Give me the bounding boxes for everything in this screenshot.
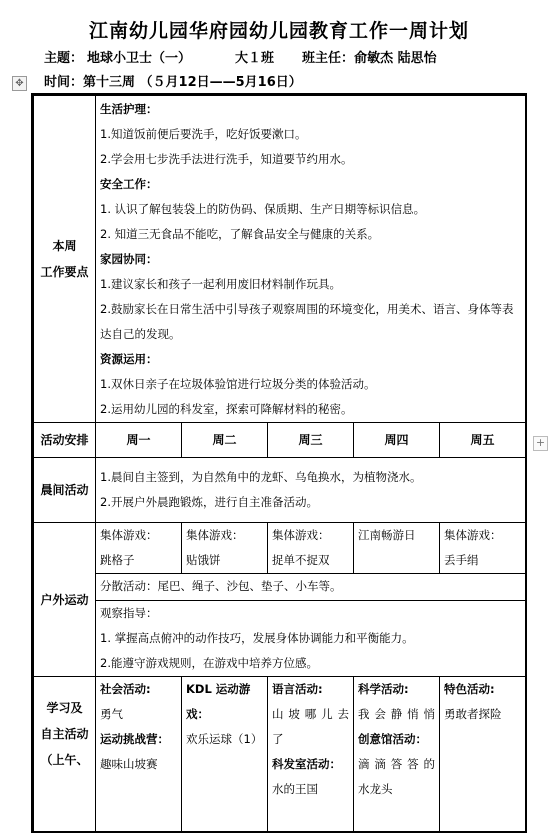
guide-item: 2.能遵守游戏规则，在游戏中培养方位感。: [100, 651, 521, 676]
outdoor-game-line: 集体游戏：: [444, 523, 521, 548]
activity-name: 滴滴答答的: [358, 752, 435, 777]
outdoor-game-line: 集体游戏：: [100, 523, 177, 548]
focus-item: 1. 认识了解包装袋上的防伪码、保质期、生产日期等标识信息。: [100, 197, 521, 222]
activity-heading: 科学活动:: [358, 677, 435, 702]
activity-name: 水的王国: [272, 777, 349, 802]
learning-mon: [96, 677, 182, 833]
move-handle-icon[interactable]: ✥: [12, 76, 27, 91]
add-row-icon[interactable]: +: [533, 436, 548, 451]
day-header-thu: 周四: [354, 423, 440, 458]
outdoor-game-line: 集体游戏：: [272, 523, 349, 548]
meta-line-time: [44, 71, 306, 90]
morning-content: [96, 458, 526, 523]
activity-name: 山坡哪儿去: [272, 702, 349, 727]
time-label: 时间：: [44, 75, 83, 90]
learning-thu: [354, 677, 440, 833]
focus-row: [34, 96, 526, 423]
morning-row: [34, 458, 526, 523]
outdoor-game-wed: [268, 523, 354, 574]
outdoor-game-line: 集体游戏：: [186, 523, 263, 548]
page-title: 江南幼儿园华府园幼儿园教育工作一周计划: [0, 16, 558, 43]
activity-name: 了: [272, 727, 349, 752]
morning-item: 1.晨间自主签到，为自然角中的龙虾、乌龟换水，为植物浇水。: [100, 465, 521, 490]
teacher-value: 俞敏杰 陆思怡: [354, 51, 437, 66]
class-value: 大１班: [235, 51, 274, 66]
outdoor-guide: [96, 601, 526, 677]
activity-heading: KDL 运动游戏：: [186, 677, 263, 727]
schedule-label: 活动安排: [34, 423, 96, 458]
activity-name: 我会静悄悄: [358, 702, 435, 727]
activity-heading: 社会活动:: [100, 677, 177, 702]
focus-heading: 家园协同：: [100, 247, 521, 272]
focus-label-line1: 本周: [34, 233, 95, 259]
focus-item: 2.学会用七步洗手法进行洗手，知道要节约用水。: [100, 147, 521, 172]
focus-content: [96, 96, 526, 423]
activity-name: 欢乐运球（1）: [186, 727, 263, 752]
focus-item: 2.运用幼儿园的科发室，探索可降解材料的秘密。: [100, 397, 521, 422]
focus-item: 1.双休日亲子在垃圾体验馆进行垃圾分类的体验活动。: [100, 372, 521, 397]
day-header-wed: 周三: [268, 423, 354, 458]
activity-name: 勇敢者探险: [444, 702, 521, 727]
learning-label-line1: 学习及: [34, 695, 95, 721]
activity-heading: 科发室活动：: [272, 752, 349, 777]
outdoor-game-mon: [96, 523, 182, 574]
schedule-row: [34, 423, 526, 458]
learning-row: [34, 677, 526, 833]
outdoor-label: 户外运动: [34, 523, 96, 677]
outdoor-free: 分散活动：尾巴、绳子、沙包、垫子、小车等。: [96, 574, 526, 601]
activity-heading: 运动挑战营：: [100, 727, 177, 752]
outdoor-game-name: 丢手绢: [444, 548, 521, 573]
focus-heading: 资源运用：: [100, 347, 521, 372]
day-header-mon: 周一: [96, 423, 182, 458]
learning-label: [34, 677, 96, 833]
plan-table: [33, 95, 526, 833]
activity-name: 趣味山坡赛: [100, 752, 177, 777]
activity-name: 水龙头: [358, 777, 435, 802]
outdoor-game-line: 江南畅游日: [358, 523, 435, 548]
teacher-label: 班主任：: [302, 51, 354, 66]
activity-heading: 创意馆活动：: [358, 727, 435, 752]
day-header-fri: 周五: [440, 423, 526, 458]
outdoor-guide-row: [34, 601, 526, 677]
focus-heading: 安全工作：: [100, 172, 521, 197]
plan-table-frame: [31, 93, 527, 833]
outdoor-game-tue: [182, 523, 268, 574]
meta-line-theme: [44, 47, 441, 66]
morning-item: 2.开展户外晨跑锻炼，进行自主准备活动。: [100, 490, 521, 515]
focus-item: 2. 知道三无食品不能吃，了解食品安全与健康的关系。: [100, 222, 521, 247]
guide-heading: 观察指导：: [100, 601, 521, 626]
theme-label: 主题：: [44, 51, 83, 66]
outdoor-game-thu: [354, 523, 440, 574]
guide-item: 1. 掌握高点俯冲的动作技巧，发展身体协调能力和平衡能力。: [100, 626, 521, 651]
outdoor-free-row: [34, 574, 526, 601]
outdoor-game-name: 跳格子: [100, 548, 177, 573]
activity-heading: 特色活动:: [444, 677, 521, 702]
learning-fri: [440, 677, 526, 833]
theme-value: 地球小卫士（一）: [87, 51, 191, 66]
time-value: 第十三周 （５月12日——5月16日）: [83, 75, 302, 90]
day-header-tue: 周二: [182, 423, 268, 458]
outdoor-games-row: [34, 523, 526, 574]
outdoor-game-fri: [440, 523, 526, 574]
focus-item: 2.鼓励家长在日常生活中引导孩子观察周围的环境变化，用美术、语言、身体等表达自己的发现。: [100, 297, 521, 347]
learning-label-line3: （上午、: [34, 747, 95, 773]
learning-tue: [182, 677, 268, 833]
activity-heading: 语言活动:: [272, 677, 349, 702]
learning-wed: [268, 677, 354, 833]
focus-item: 1.知道饭前便后要洗手，吃好饭要漱口。: [100, 122, 521, 147]
focus-heading: 生活护理：: [100, 97, 521, 122]
focus-label-line2: 工作要点: [34, 259, 95, 285]
activity-name: 勇气: [100, 702, 177, 727]
learning-label-line2: 自主活动: [34, 721, 95, 747]
focus-item: 1.建议家长和孩子一起利用废旧材料制作玩具。: [100, 272, 521, 297]
outdoor-game-name: 捉单不捉双: [272, 548, 349, 573]
morning-label: 晨间活动: [34, 458, 96, 523]
focus-label: [34, 96, 96, 423]
outdoor-game-name: 贴饿饼: [186, 548, 263, 573]
